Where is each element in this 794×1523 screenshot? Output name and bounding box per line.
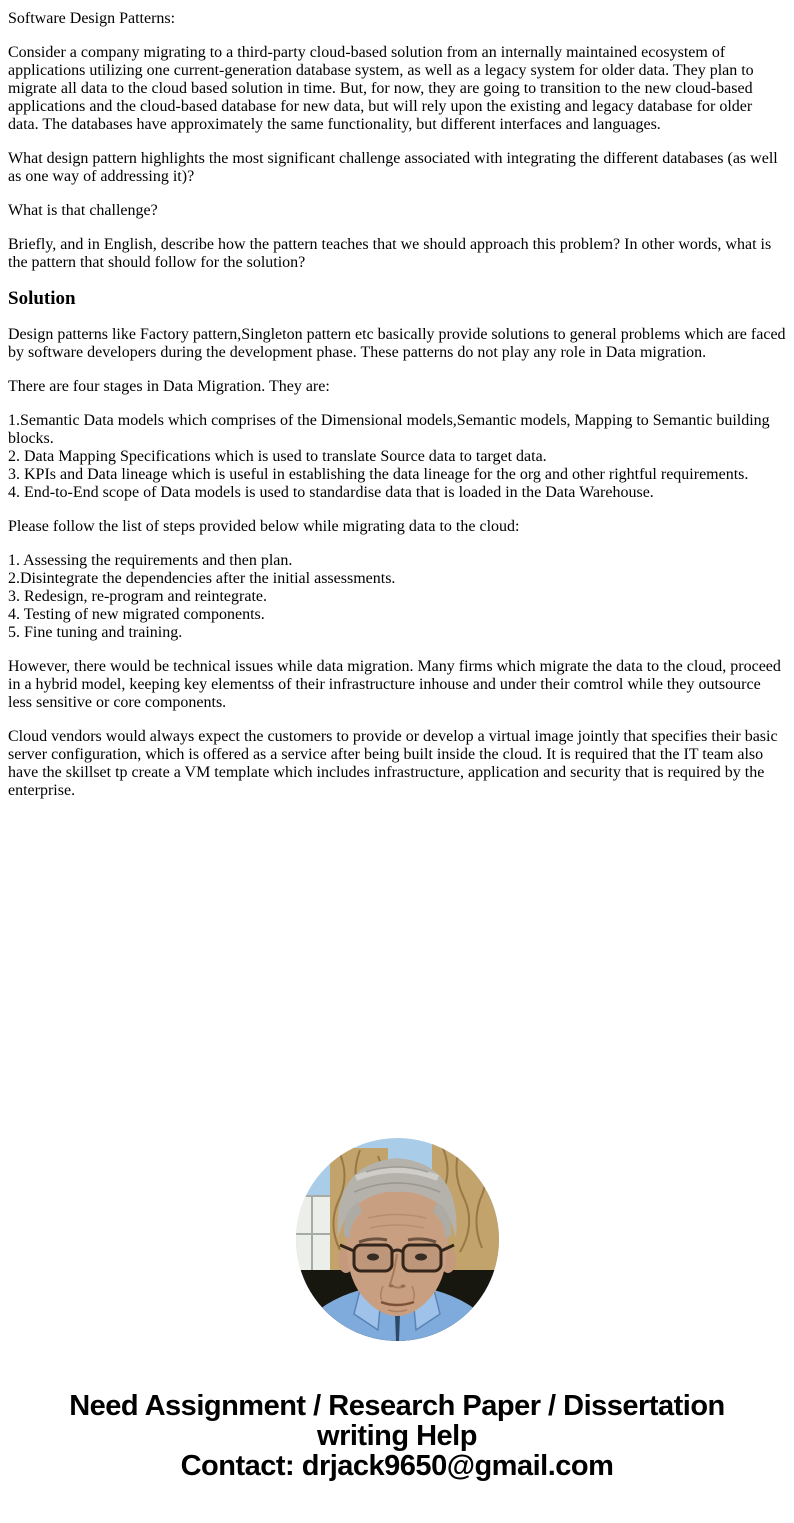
profile-photo-illustration (296, 1138, 499, 1341)
footer-contact-line: Contact: drjack9650@gmail.com (180, 1450, 614, 1482)
stages-intro: There are four stages in Data Migration. They are: (8, 378, 330, 395)
closing-paragraph-2: Cloud vendors would always expect the customers to provide or develop a virtual image jointly that specifies their basic server configuration, which is offered as a service after being built inside the cloud. It is required that the IT team also have the skillset tp create a VM template which includes infrastructure, application and security that is required by the enterprise. (8, 728, 778, 799)
footer-banner (8, 1391, 786, 1481)
steps-list (8, 552, 786, 642)
question-1: What design pattern highlights the most significant challenge associated with integrating the different databases (as well as one way of addressing it)? (8, 150, 778, 185)
stage-item: 3. KPIs and Data lineage which is useful in establishing the data lineage for the org and other rightful requirements. (8, 466, 749, 483)
question-3: Briefly, and in English, describe how the pattern teaches that we should approach this problem? In other words, what is the pattern that should follow for the solution? (8, 236, 772, 271)
solution-heading: Solution (8, 288, 76, 309)
footer-service-line-2: writing Help (317, 1420, 477, 1452)
step-item: 3. Redesign, re-program and reintegrate. (8, 588, 268, 605)
stages-list (8, 412, 786, 502)
solution-lead-paragraph: Design patterns like Factory pattern,Singleton pattern etc basically provide solutions to general problems which are faced by software developers during the development phase. These patterns do not play any role in Data migration. (8, 326, 786, 361)
footer-service-line-1: Need Assignment / Research Paper / Dissertation (69, 1390, 725, 1422)
stage-item: 4. End-to-End scope of Data models is used to standardise data that is loaded in the Data Warehouse. (8, 484, 654, 501)
step-item: 2.Disintegrate the dependencies after the initial assessments. (8, 570, 396, 587)
step-item: 4. Testing of new migrated components. (8, 606, 265, 623)
doc-title: Software Design Patterns: (8, 10, 176, 27)
closing-paragraph-1: However, there would be technical issues while data migration. Many firms which migrate the data to the cloud, proceed in a hybrid model, keeping key elementss of their infrastructure inhouse and under their comtrol while they outsource less sensitive or core components. (8, 658, 781, 711)
stage-item: 2. Data Mapping Specifications which is used to translate Source data to target data. (8, 448, 547, 465)
stage-item: 1.Semantic Data models which comprises of the Dimensional models,Semantic models, Mapping to Semantic building blocks. (8, 412, 770, 447)
scenario-paragraph: Consider a company migrating to a third-party cloud-based solution from an internally maintained ecosystem of applications utilizing one current-generation database system, as well as a legacy system for older data. They plan to migrate all data to the cloud based solution in time. But, for now, they are going to transition to the new cloud-based applications and the cloud-based database for new data, but will rely upon the existing and legacy database for older data. The databases have approximately the same functionality, but different interfaces and languages. (8, 44, 754, 133)
question-2: What is that challenge? (8, 202, 158, 219)
step-item: 1. Assessing the requirements and then plan. (8, 552, 293, 569)
profile-photo (296, 1138, 499, 1341)
steps-intro: Please follow the list of steps provided below while migrating data to the cloud: (8, 518, 520, 535)
step-item: 5. Fine tuning and training. (8, 624, 183, 641)
